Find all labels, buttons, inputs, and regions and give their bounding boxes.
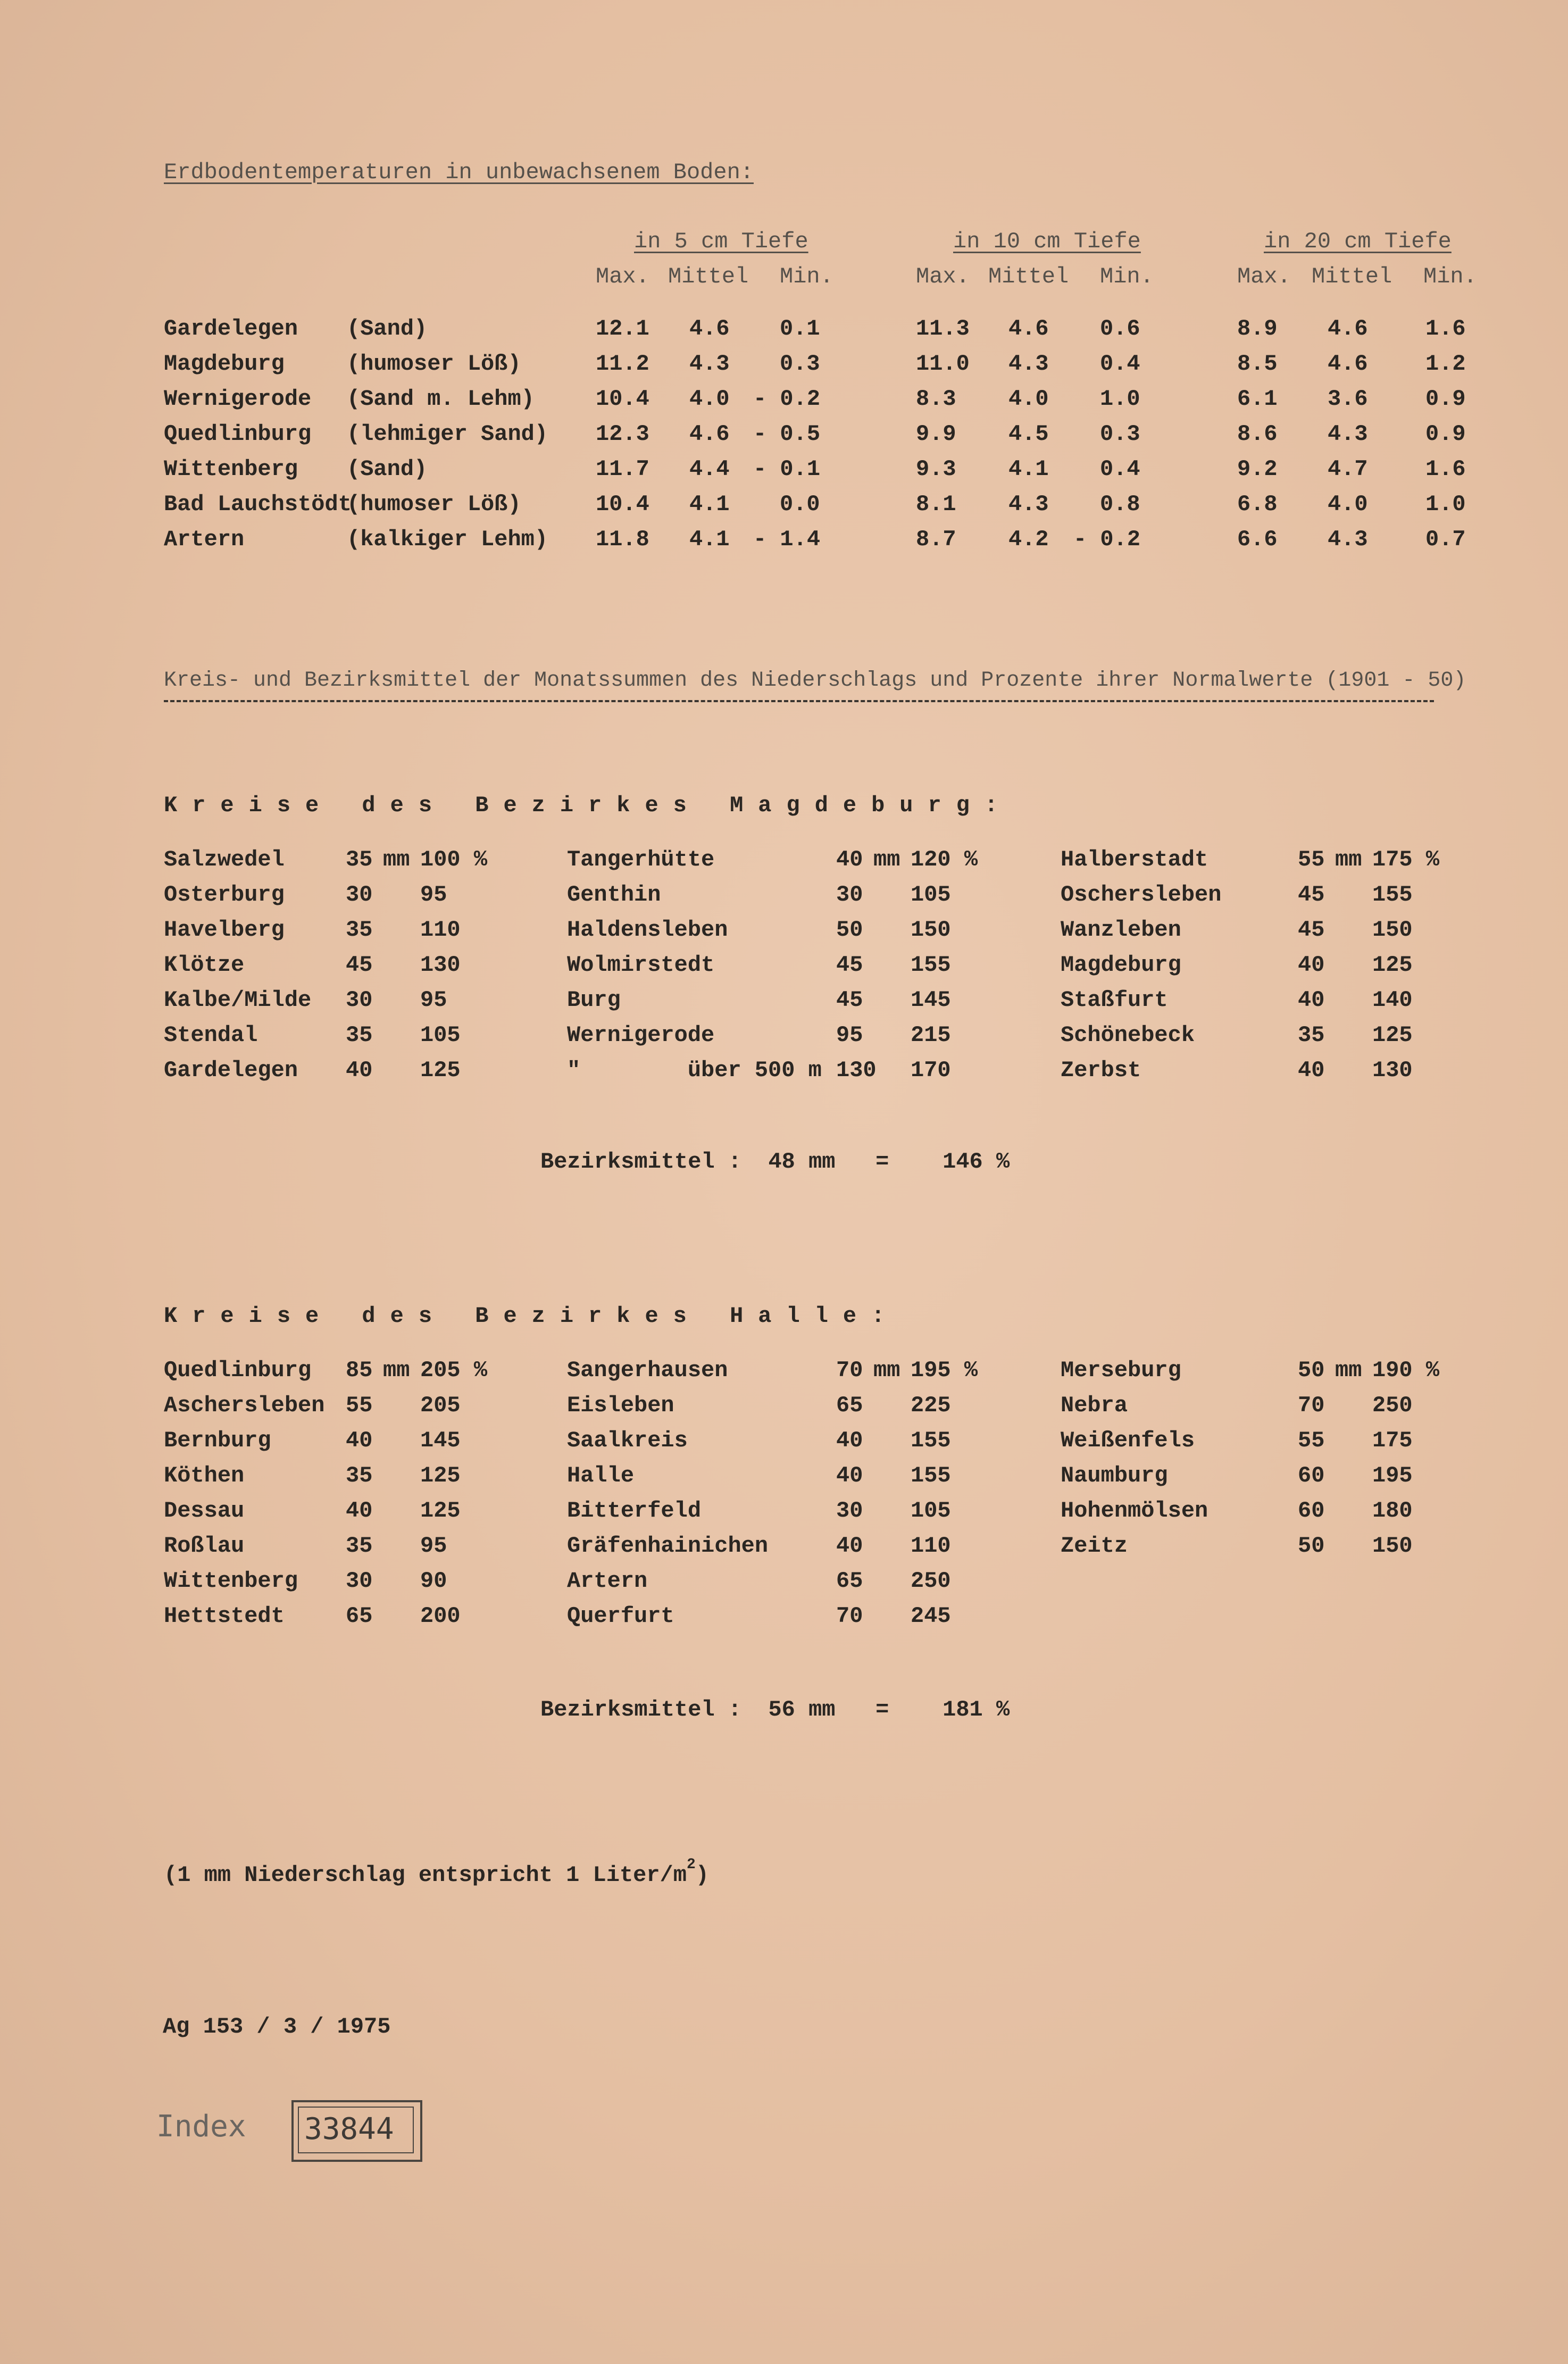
halle-heading: Kreise des Bezirkes Halle: xyxy=(164,1303,900,1329)
depth-header-20cm: in 20 cm Tiefe xyxy=(1264,229,1452,254)
soil-value-cell: 11.2 xyxy=(596,351,649,377)
subheader-min: Min. xyxy=(1100,264,1154,289)
district-percent: 175 % xyxy=(1372,847,1440,872)
station-name: Artern xyxy=(164,527,245,552)
district-unit-mm: mm xyxy=(1335,1358,1362,1383)
district-name: Magdeburg xyxy=(1061,952,1181,978)
district-percent: 110 xyxy=(911,1533,951,1559)
soil-value-cell: 9.3 xyxy=(916,456,956,482)
soil-value-cell: 12.1 xyxy=(596,316,649,342)
district-name: Aschersleben xyxy=(164,1393,325,1418)
district-name: Kalbe/Milde xyxy=(164,987,312,1013)
district-percent: 130 xyxy=(420,952,461,978)
subheader-max: Max. xyxy=(1237,264,1291,289)
soil-value-cell: 4.6 xyxy=(689,316,730,342)
soil-value-cell: 4.3 xyxy=(1008,492,1049,517)
district-name: Zeitz xyxy=(1061,1533,1128,1559)
district-percent: 125 xyxy=(1372,952,1413,978)
district-name: Artern xyxy=(567,1568,648,1594)
district-percent: 250 xyxy=(911,1568,951,1594)
district-precip-mm: 50 xyxy=(1298,1358,1325,1383)
soil-value-cell: 8.5 xyxy=(1237,351,1278,377)
district-precip-mm: 40 xyxy=(836,1463,863,1488)
soil-value-cell: 11.8 xyxy=(596,527,649,552)
district-percent: 145 xyxy=(420,1428,461,1453)
soil-value-cell: 6.8 xyxy=(1237,492,1278,517)
soil-value-cell: 4.4 xyxy=(689,456,730,482)
subheader-max: Max. xyxy=(596,264,649,289)
district-percent: 245 xyxy=(911,1603,951,1629)
soil-type: (lehmiger Sand) xyxy=(347,421,548,447)
district-percent: 105 xyxy=(911,1498,951,1524)
district-name: Weißenfels xyxy=(1061,1428,1195,1453)
district-precip-mm: 30 xyxy=(836,882,863,908)
soil-value-cell: 8.7 xyxy=(916,527,956,552)
unit-note-superscript: 2 xyxy=(686,1857,696,1873)
district-percent: 125 xyxy=(420,1498,461,1524)
soil-value-cell: - 0.2 xyxy=(1073,527,1141,552)
document-reference: Ag 153 / 3 / 1975 xyxy=(163,2014,391,2040)
district-name: Bitterfeld xyxy=(567,1498,702,1524)
district-percent: 130 xyxy=(1372,1058,1413,1083)
district-precip-mm: 60 xyxy=(1298,1463,1325,1488)
district-precip-mm: 40 xyxy=(1298,952,1325,978)
district-percent: 155 xyxy=(911,1463,951,1488)
district-name: Wittenberg xyxy=(164,1568,298,1594)
subheader-min: Min. xyxy=(1423,264,1477,289)
station-name: Gardelegen xyxy=(164,316,298,342)
magdeburg-bezirksmittel: Bezirksmittel : 48 mm = 146 % xyxy=(540,1149,1010,1175)
district-name: Bernburg xyxy=(164,1428,271,1453)
subheader-mittel: Mittel xyxy=(988,264,1069,289)
magdeburg-heading: Kreise des Bezirkes Magdeburg: xyxy=(164,793,1013,818)
soil-value-cell: 0.9 xyxy=(1425,386,1466,412)
soil-value-cell: 8.9 xyxy=(1237,316,1278,342)
district-precip-mm: 40 xyxy=(1298,1058,1325,1083)
district-precip-mm: 70 xyxy=(836,1603,863,1629)
district-name: Wernigerode xyxy=(567,1022,715,1048)
station-name: Wittenberg xyxy=(164,456,298,482)
district-unit-mm: mm xyxy=(873,847,900,872)
district-name: Querfurt xyxy=(567,1603,674,1629)
district-name: Osterburg xyxy=(164,882,285,908)
district-name: Salzwedel xyxy=(164,847,285,872)
district-name: Hohenmölsen xyxy=(1061,1498,1208,1524)
district-unit-mm: mm xyxy=(873,1358,900,1383)
soil-value-cell: 12.3 xyxy=(596,421,649,447)
district-precip-mm: 85 xyxy=(346,1358,373,1383)
soil-value-cell: 4.2 xyxy=(1008,527,1049,552)
district-name: Gardelegen xyxy=(164,1058,298,1083)
district-name: Gräfenhainichen xyxy=(567,1533,769,1559)
station-name: Bad Lauchstödt xyxy=(164,492,352,517)
soil-section-title: Erdbodentemperaturen in unbewachsenem Boden: xyxy=(164,160,754,185)
soil-value-cell: 4.0 xyxy=(1328,492,1368,517)
district-precip-mm: 35 xyxy=(346,1533,373,1559)
district-name: Haldensleben xyxy=(567,917,728,943)
soil-value-cell: 1.6 xyxy=(1425,456,1466,482)
district-name: Stendal xyxy=(164,1022,258,1048)
precip-section-title: Kreis- und Bezirksmittel der Monatssummen des Niederschlags und Prozente ihrer Normalwerte (1901 - 50) xyxy=(164,669,1466,693)
soil-value-cell: 11.3 xyxy=(916,316,970,342)
district-precip-mm: 50 xyxy=(836,917,863,943)
district-percent: 90 xyxy=(420,1568,447,1594)
district-name: Halberstadt xyxy=(1061,847,1208,872)
district-percent: 125 xyxy=(1372,1022,1413,1048)
subheader-mittel: Mittel xyxy=(668,264,749,289)
soil-value-cell: 4.6 xyxy=(1008,316,1049,342)
district-unit-mm: mm xyxy=(383,847,410,872)
district-percent: 155 xyxy=(911,1428,951,1453)
district-percent: 120 % xyxy=(911,847,978,872)
district-precip-mm: 130 xyxy=(836,1058,877,1083)
district-percent: 195 xyxy=(1372,1463,1413,1488)
district-precip-mm: 35 xyxy=(346,1022,373,1048)
district-percent: 205 xyxy=(420,1393,461,1418)
subheader-max: Max. xyxy=(916,264,970,289)
district-precip-mm: 70 xyxy=(836,1358,863,1383)
district-name: Nebra xyxy=(1061,1393,1128,1418)
district-precip-mm: 40 xyxy=(836,1533,863,1559)
district-precip-mm: 30 xyxy=(836,1498,863,1524)
depth-header-5cm: in 5 cm Tiefe xyxy=(634,229,808,254)
subheader-min: Min. xyxy=(780,264,833,289)
district-precip-mm: 40 xyxy=(836,847,863,872)
district-precip-mm: 40 xyxy=(346,1498,373,1524)
soil-type: (kalkiger Lehm) xyxy=(347,527,548,552)
district-percent: 155 xyxy=(1372,882,1413,908)
district-percent: 175 xyxy=(1372,1428,1413,1453)
soil-value-cell: 4.6 xyxy=(689,421,730,447)
soil-value-cell: 4.3 xyxy=(1008,351,1049,377)
soil-value-cell: 9.2 xyxy=(1237,456,1278,482)
district-name: Havelberg xyxy=(164,917,285,943)
station-name: Quedlinburg xyxy=(164,421,312,447)
soil-value-cell: 4.3 xyxy=(1328,421,1368,447)
soil-type: (Sand) xyxy=(347,316,428,342)
soil-value-cell: 4.3 xyxy=(689,351,730,377)
soil-value-cell: 3.6 xyxy=(1328,386,1368,412)
district-name: Staßfurt xyxy=(1061,987,1168,1013)
district-name: Wanzleben xyxy=(1061,917,1181,943)
district-percent: 125 xyxy=(420,1058,461,1083)
soil-value-cell: 0.9 xyxy=(1425,421,1466,447)
district-precip-mm: 45 xyxy=(346,952,373,978)
district-percent: 140 xyxy=(1372,987,1413,1013)
district-name: Zerbst xyxy=(1061,1058,1141,1083)
soil-value-cell: 1.0 xyxy=(1425,492,1466,517)
soil-value-cell: - 0.5 xyxy=(753,421,821,447)
halle-bezirksmittel: Bezirksmittel : 56 mm = 181 % xyxy=(540,1697,1010,1722)
district-percent: 105 xyxy=(420,1022,461,1048)
soil-value-cell: 4.1 xyxy=(689,492,730,517)
district-precip-mm: 45 xyxy=(836,952,863,978)
soil-value-cell: 8.1 xyxy=(916,492,956,517)
district-precip-mm: 35 xyxy=(346,847,373,872)
district-name: Schönebeck xyxy=(1061,1022,1195,1048)
soil-value-cell: 4.7 xyxy=(1328,456,1368,482)
soil-value-cell: 0.0 xyxy=(780,492,820,517)
district-precip-mm: 65 xyxy=(836,1393,863,1418)
soil-value-cell: 6.1 xyxy=(1237,386,1278,412)
soil-value-cell: 1.6 xyxy=(1425,316,1466,342)
district-percent: 95 xyxy=(420,987,447,1013)
district-percent: 195 % xyxy=(911,1358,978,1383)
district-percent: 155 xyxy=(911,952,951,978)
soil-value-cell: 0.1 xyxy=(780,316,820,342)
district-precip-mm: 55 xyxy=(1298,1428,1325,1453)
district-precip-mm: 45 xyxy=(1298,882,1325,908)
district-percent: 125 xyxy=(420,1463,461,1488)
district-precip-mm: 35 xyxy=(346,1463,373,1488)
district-name: Roßlau xyxy=(164,1533,245,1559)
soil-value-cell: 0.3 xyxy=(1100,421,1140,447)
district-percent: 105 xyxy=(911,882,951,908)
soil-value-cell: - 1.4 xyxy=(753,527,821,552)
district-percent: 110 xyxy=(420,917,461,943)
soil-value-cell: 4.6 xyxy=(1328,316,1368,342)
district-precip-mm: 40 xyxy=(346,1428,373,1453)
district-percent: 150 xyxy=(911,917,951,943)
district-name: Burg xyxy=(567,987,621,1013)
soil-value-cell: 0.7 xyxy=(1425,527,1466,552)
district-percent: 145 xyxy=(911,987,951,1013)
district-percent: 200 xyxy=(420,1603,461,1629)
depth-header-10cm: in 10 cm Tiefe xyxy=(953,229,1141,254)
district-name: " über 500 m xyxy=(567,1058,822,1083)
district-precip-mm: 30 xyxy=(346,882,373,908)
district-percent: 250 xyxy=(1372,1393,1413,1418)
district-precip-mm: 45 xyxy=(1298,917,1325,943)
soil-value-cell: 11.7 xyxy=(596,456,649,482)
district-name: Wolmirstedt xyxy=(567,952,715,978)
district-unit-mm: mm xyxy=(1335,847,1362,872)
subheader-mittel: Mittel xyxy=(1312,264,1392,289)
district-percent: 95 xyxy=(420,1533,447,1559)
soil-type: (Sand m. Lehm) xyxy=(347,386,535,412)
soil-value-cell: 11.0 xyxy=(916,351,970,377)
district-name: Hettstedt xyxy=(164,1603,285,1629)
district-percent: 205 % xyxy=(420,1358,488,1383)
soil-value-cell: 9.9 xyxy=(916,421,956,447)
district-percent: 150 xyxy=(1372,917,1413,943)
district-name: Oschersleben xyxy=(1061,882,1222,908)
district-percent: 170 xyxy=(911,1058,951,1083)
district-precip-mm: 45 xyxy=(836,987,863,1013)
district-precip-mm: 30 xyxy=(346,1568,373,1594)
soil-value-cell: 0.4 xyxy=(1100,456,1140,482)
soil-value-cell: 4.1 xyxy=(689,527,730,552)
soil-value-cell: 1.0 xyxy=(1100,386,1140,412)
district-precip-mm: 65 xyxy=(836,1568,863,1594)
district-precip-mm: 65 xyxy=(346,1603,373,1629)
district-name: Naumburg xyxy=(1061,1463,1168,1488)
district-precip-mm: 40 xyxy=(346,1058,373,1083)
soil-value-cell: 4.1 xyxy=(1008,456,1049,482)
district-percent: 225 xyxy=(911,1393,951,1418)
soil-value-cell: 10.4 xyxy=(596,386,649,412)
district-name: Eisleben xyxy=(567,1393,674,1418)
district-name: Halle xyxy=(567,1463,635,1488)
soil-type: (humoser Löß) xyxy=(347,492,521,517)
soil-value-cell: 4.0 xyxy=(689,386,730,412)
soil-type: (humoser Löß) xyxy=(347,351,521,377)
district-precip-mm: 35 xyxy=(346,917,373,943)
station-name: Wernigerode xyxy=(164,386,312,412)
soil-value-cell: 1.2 xyxy=(1425,351,1466,377)
district-precip-mm: 50 xyxy=(1298,1533,1325,1559)
soil-value-cell: - 0.2 xyxy=(753,386,821,412)
district-percent: 215 xyxy=(911,1022,951,1048)
district-name: Köthen xyxy=(164,1463,245,1488)
soil-value-cell: - 0.1 xyxy=(753,456,821,482)
district-name: Klötze xyxy=(164,952,245,978)
district-name: Saalkreis xyxy=(567,1428,688,1453)
soil-value-cell: 10.4 xyxy=(596,492,649,517)
district-precip-mm: 40 xyxy=(836,1428,863,1453)
district-precip-mm: 35 xyxy=(1298,1022,1325,1048)
soil-value-cell: 4.0 xyxy=(1008,386,1049,412)
district-percent: 150 xyxy=(1372,1533,1413,1559)
district-precip-mm: 60 xyxy=(1298,1498,1325,1524)
soil-value-cell: 0.8 xyxy=(1100,492,1140,517)
soil-value-cell: 0.4 xyxy=(1100,351,1140,377)
district-percent: 95 xyxy=(420,882,447,908)
precip-title-dashed-rule xyxy=(164,700,1434,702)
soil-value-cell: 8.6 xyxy=(1237,421,1278,447)
district-precip-mm: 40 xyxy=(1298,987,1325,1013)
district-precip-mm: 55 xyxy=(346,1393,373,1418)
soil-value-cell: 4.6 xyxy=(1328,351,1368,377)
district-name: Tangerhütte xyxy=(567,847,715,872)
index-label: Index xyxy=(156,2109,246,2144)
soil-value-cell: 0.3 xyxy=(780,351,820,377)
station-name: Magdeburg xyxy=(164,351,285,377)
soil-value-cell: 4.5 xyxy=(1008,421,1049,447)
soil-type: (Sand) xyxy=(347,456,428,482)
district-precip-mm: 55 xyxy=(1298,847,1325,872)
district-precip-mm: 30 xyxy=(346,987,373,1013)
district-name: Sangerhausen xyxy=(567,1358,728,1383)
unit-note-close: ) xyxy=(695,1862,709,1888)
district-precip-mm: 70 xyxy=(1298,1393,1325,1418)
district-name: Dessau xyxy=(164,1498,245,1524)
soil-value-cell: 0.6 xyxy=(1100,316,1140,342)
district-percent: 190 % xyxy=(1372,1358,1440,1383)
soil-value-cell: 8.3 xyxy=(916,386,956,412)
district-name: Genthin xyxy=(567,882,661,908)
index-number: 33844 xyxy=(304,2112,394,2146)
district-percent: 100 % xyxy=(420,847,488,872)
district-name: Merseburg xyxy=(1061,1358,1181,1383)
unit-note xyxy=(164,1852,709,1888)
district-precip-mm: 95 xyxy=(836,1022,863,1048)
district-name: Quedlinburg xyxy=(164,1358,312,1383)
district-percent: 180 xyxy=(1372,1498,1413,1524)
soil-value-cell: 4.3 xyxy=(1328,527,1368,552)
district-unit-mm: mm xyxy=(383,1358,410,1383)
soil-value-cell: 6.6 xyxy=(1237,527,1278,552)
unit-note-text: (1 mm Niederschlag entspricht 1 Liter/m xyxy=(164,1862,687,1888)
